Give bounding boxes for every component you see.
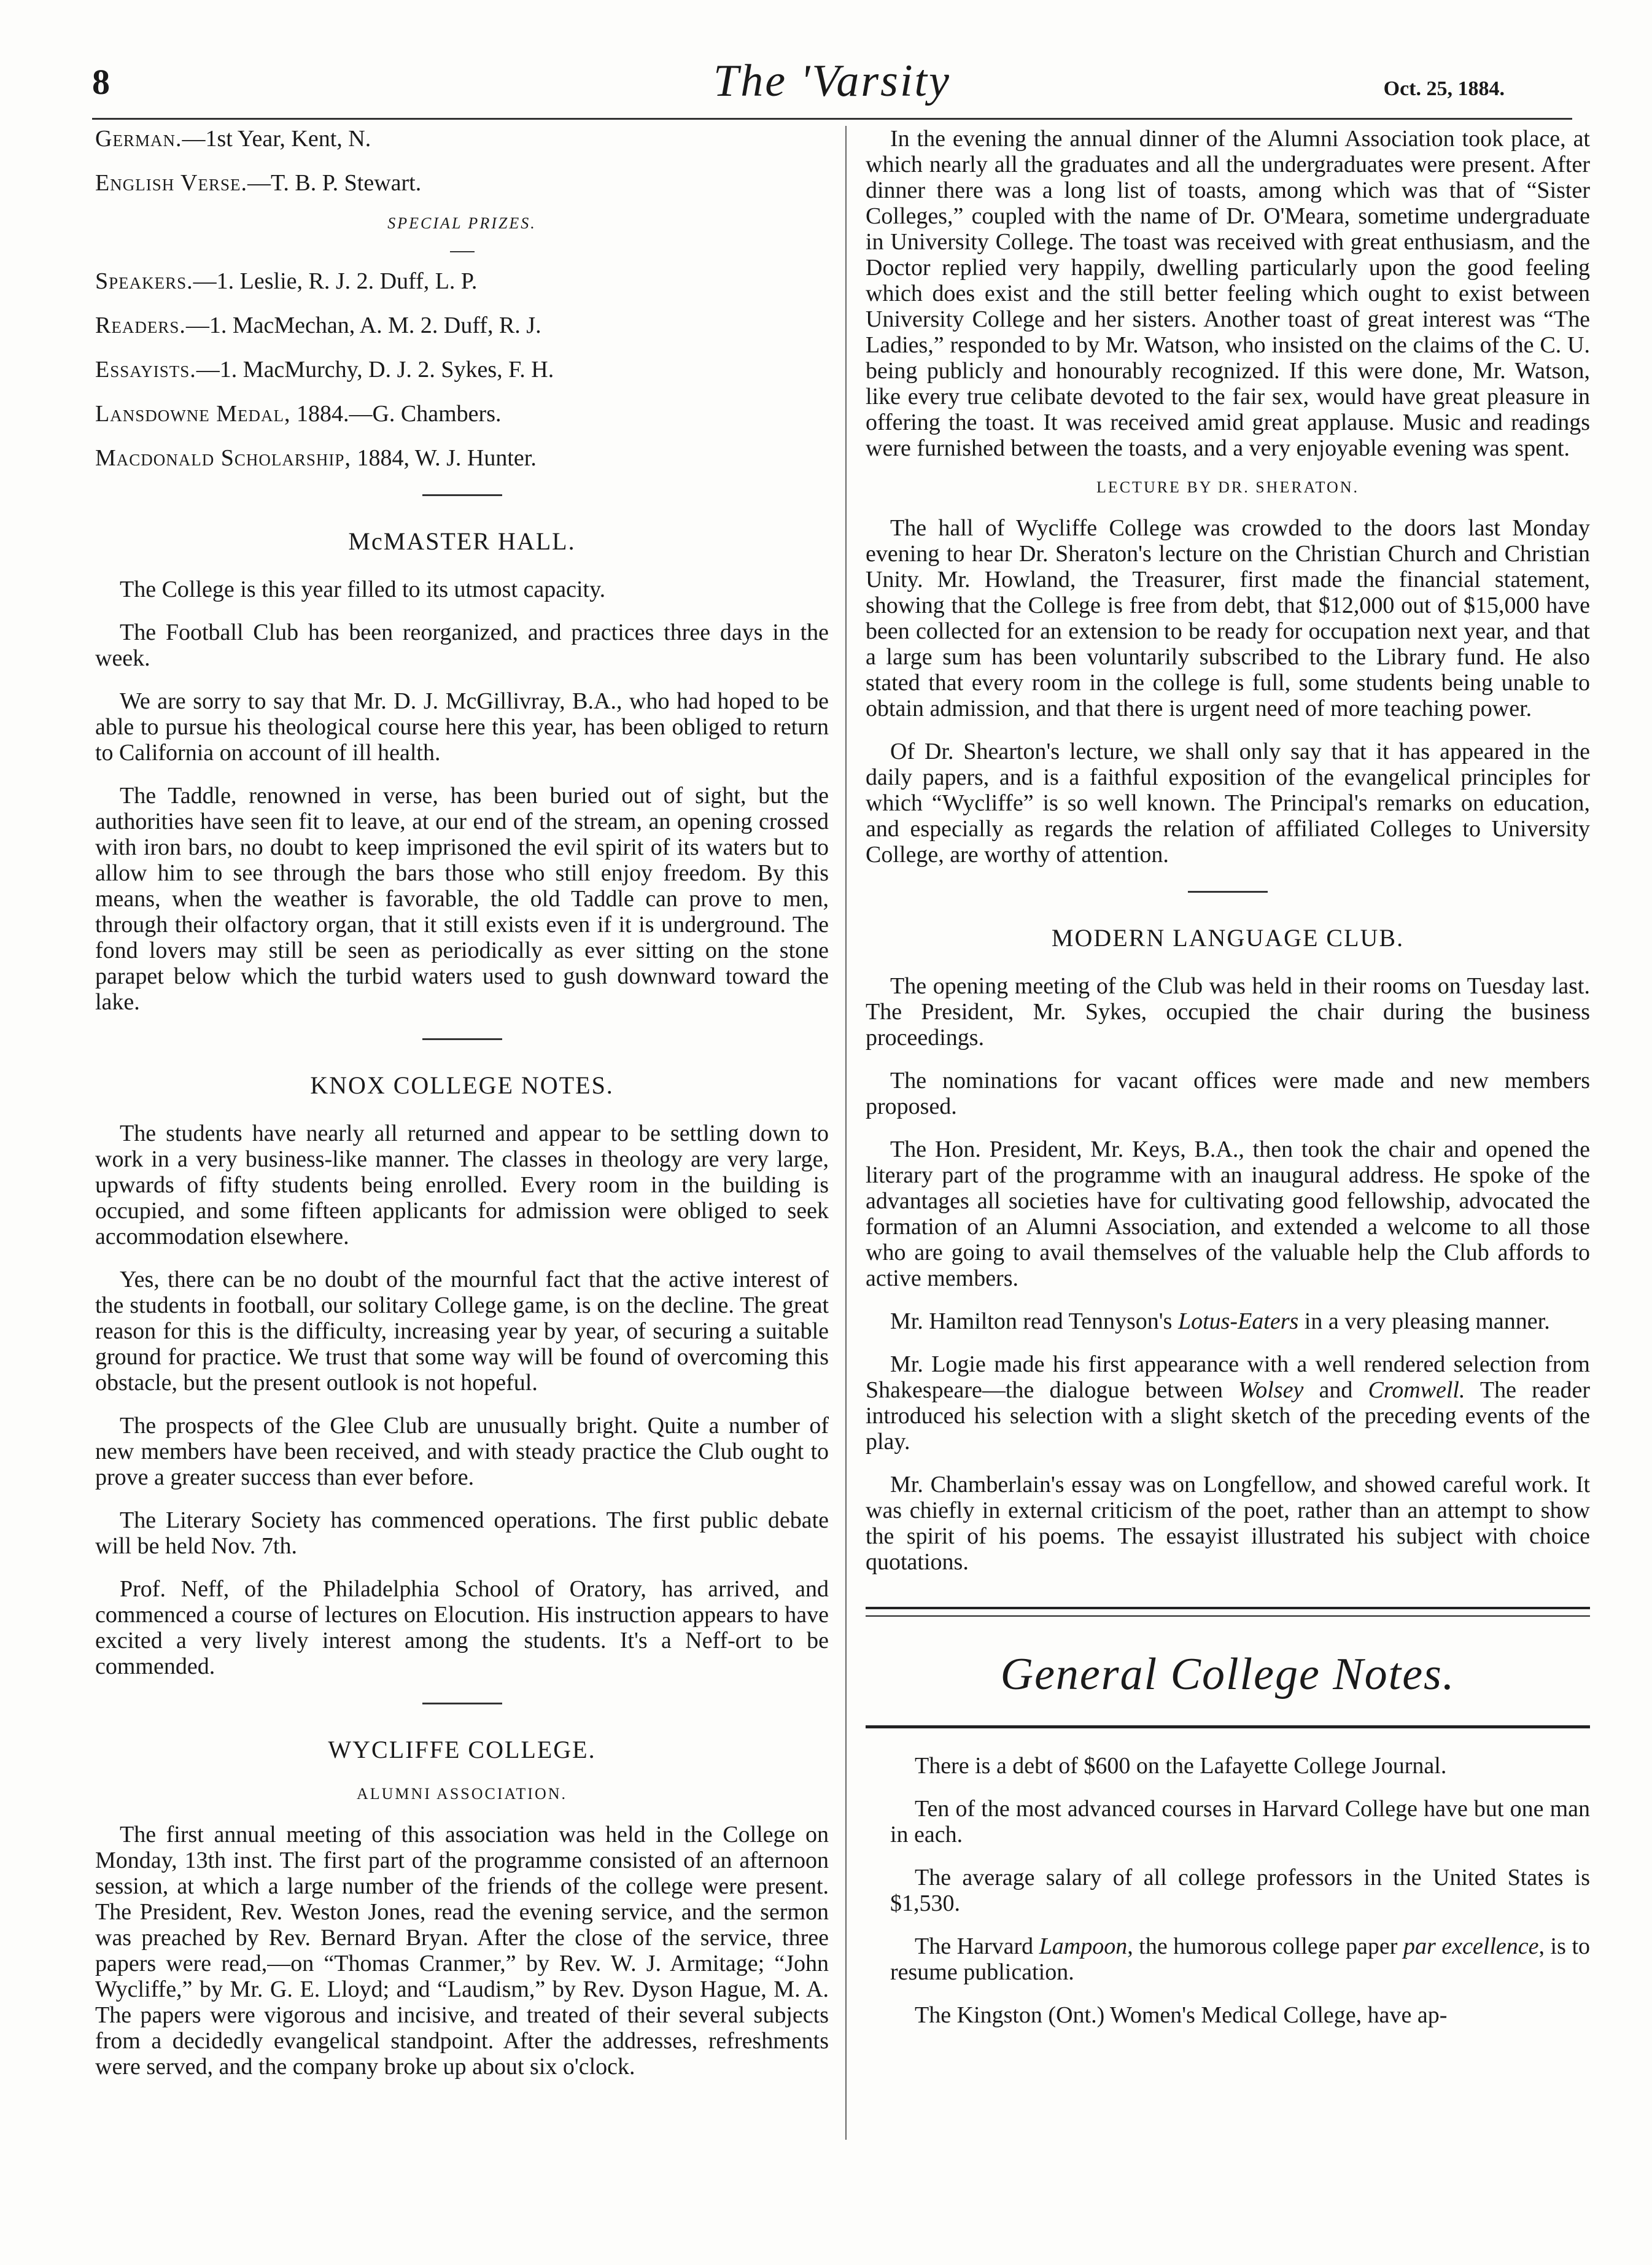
paragraph: Of Dr. Shearton's lecture, we shall only say that it has appeared in the daily papers, and is a faithful exposition of the evangelical principles for which “Wycliffe” is so well known. The Principal's remarks on education, and especially as regards the relation of affiliated Colleges to University College, are worthy of attention.: [866, 739, 1590, 868]
paragraph: The Football Club has been reorganized, and practices three days in the week.: [95, 620, 829, 671]
newspaper-title: The 'Varsity: [713, 56, 951, 106]
prize-readers: Readers.—1. MacMechan, A. M. 2. Duff, R. J.: [95, 313, 541, 338]
paragraph: The students have nearly all returned and appear to be settling down to work in a very business-like manner. The classes in theology are very large, upwards of fifty students being enrolled. Every room in the building is occupied, and some fifteen applicants for admission were obliged to seek accommodation elsewhere.: [95, 1121, 829, 1249]
paragraph: The College is this year filled to its utmost capacity.: [120, 577, 606, 602]
section-title-mcmaster: McMASTER HALL.: [348, 527, 576, 555]
paragraph: The Harvard Lampoon, the humorous college paper par excellence, is to resume publication.: [890, 1933, 1591, 1985]
prize-essayists: Essayists.—1. MacMurchy, D. J. 2. Sykes, F. H.: [95, 357, 554, 383]
masthead: [92, 55, 1572, 123]
section-title-wycliffe: WYCLIFFE COLLEGE.: [328, 1736, 596, 1763]
issue-date: Oct. 25, 1884.: [1383, 77, 1505, 100]
paragraph: Mr. Hamilton read Tennyson's Lotus-Eaters in a very pleasing manner.: [890, 1308, 1550, 1334]
prize-english-verse: English Verse.—T. B. P. Stewart.: [95, 170, 422, 196]
paragraph: The Literary Society has commenced operations. The first public debate will be held Nov. 7th.: [95, 1507, 829, 1559]
page-number: 8: [92, 62, 110, 102]
special-prize-list: [95, 268, 829, 471]
right-column: [866, 126, 1590, 2045]
special-prizes-heading: SPECIAL PRIZES.: [387, 214, 537, 232]
section-title-knox: KNOX COLLEGE NOTES.: [310, 1071, 614, 1099]
divider: [450, 251, 475, 252]
section-title-general-notes: General College Notes.: [1000, 1649, 1456, 1700]
paragraph: The average salary of all college professors in the United States is $1,530.: [890, 1865, 1590, 1916]
column-divider: [845, 126, 847, 2140]
paragraph: The Hon. President, Mr. Keys, B.A., then took the chair and opened the literary part of the programme with an inaugural address. He spoke of the advantages all societies have for cultivating good fellowship, advocated the formation of an Alumni Association, and extended a welcome to all those who are going to avail themselves of the valuable help the Club affords to active members.: [866, 1136, 1590, 1291]
paragraph: In the evening the annual dinner of the Alumni Association took place, at which nearly all the graduates and all the undergraduates were present. After dinner there was a long list of toasts, among which was that of “Sister Colleges,” coupled with the name of Dr. O'Meara, sometime undergraduate in University College. The toast was received with great enthusiasm, and the Doctor replied very happily, dwelling particularly upon the good feeling which does exist and the still better feeling which ought to exist between University College and her sisters. Another toast of great interest was “The Ladies,” responded to by Mr. Watson, who insisted on the claims of the C. U. being publicly and honourably recognized. If this were done, Mr. Watson, like every true celibate devoted to the fair sex, would have great pleasure in offering the toast. It was received amid great applause. Music and readings were furnished between the toasts, and a very enjoyable evening was spent.: [866, 126, 1590, 461]
prize-list: [95, 126, 829, 196]
paragraph: Yes, there can be no doubt of the mournful fact that the active interest of the students in football, our solitary College game, is on the decline. The great reason for this is the difficulty, increasing year by year, of securing a suitable ground for practice. We trust that some way will be found of overcoming this obstacle, but the present outlook is not hopeful.: [95, 1267, 829, 1396]
left-column: [95, 126, 829, 2097]
section-rule: [866, 1607, 1590, 1609]
section-subtitle-alumni: ALUMNI ASSOCIATION.: [356, 1785, 567, 1803]
paragraph: Prof. Neff, of the Philadelphia School of Oratory, has arrived, and commenced a course of lectures on Elocution. His instruction appears to have excited a very lively interest among the students. It's a Neff-ort to be commended.: [95, 1576, 829, 1679]
columns: [95, 126, 1591, 2265]
paragraph: Mr. Chamberlain's essay was on Longfellow, and showed careful work. It was chiefly in external criticism of the poet, rather than an attempt to show the spirit of his poems. The essayist illustrated his subject with choice quotations.: [866, 1472, 1590, 1575]
paragraph: We are sorry to say that Mr. D. J. McGillivray, B.A., who had hoped to be able to pursue his theological course here this year, has been obliged to return to California on account of ill health.: [95, 688, 829, 766]
divider: [422, 1703, 502, 1704]
paragraph: The Kingston (Ont.) Women's Medical College, have ap-: [915, 2002, 1448, 2028]
prize-macdonald: Macdonald Scholarship, 1884, W. J. Hunter.: [95, 445, 537, 471]
prize-lansdowne: Lansdowne Medal, 1884.—G. Chambers.: [95, 401, 502, 427]
paragraph: There is a debt of $600 on the Lafayette College Journal.: [915, 1753, 1447, 1779]
paragraph: The first annual meeting of this association was held in the College on Monday, 13th inst. The first part of the programme consisted of an afternoon session, at which a large number of the friends of the college were present. The President, Rev. Weston Jones, read the evening service, and the sermon was preached by Rev. Bernard Bryan. After the close of the service, three papers were read,—on “Thomas Cranmer,” by Rev. W. J. Armitage; “John Wycliffe,” by Mr. G. E. Lloyd; and “Laudism,” by Rev. Dyson Hague, M. A. The papers were vigorous and incisive, and treated of their several subjects from a decidedly evangelical standpoint. After the addresses, refreshments were served, and the company broke up about six o'clock.: [95, 1822, 829, 2080]
section-subtitle-lecture: LECTURE BY DR. SHERATON.: [1096, 478, 1360, 496]
general-notes: [866, 1753, 1590, 2028]
paragraph: The hall of Wycliffe College was crowded to the doors last Monday evening to hear Dr. Sheraton's lecture on the Christian Church and Christian Unity. Mr. Howland, the Treasurer, first made the financial statement, showing that the College is free from debt, that $12,000 out of $15,000 have been collected for an extension to be ready for occupation next year, and that a large sum has been voluntarily subscribed to the Library fund. He also stated that every room in the college is full, some students being unable to obtain admission, and that there is urgent need of more teaching power.: [866, 515, 1590, 721]
paragraph: Ten of the most advanced courses in Harvard College have but one man in each.: [890, 1796, 1590, 1847]
section-title-modern-language: MODERN LANGUAGE CLUB.: [1051, 924, 1405, 952]
divider: [1188, 891, 1268, 893]
paragraph: The prospects of the Glee Club are unusually bright. Quite a number of new members have been received, and with steady practice the Club ought to prove a greater success than ever before.: [95, 1413, 829, 1490]
section-rule: [866, 1615, 1590, 1617]
section-rule: [866, 1725, 1590, 1728]
paragraph: The Taddle, renowned in verse, has been buried out of sight, but the authorities have seen fit to leave, at our end of the stream, an opening crossed with iron bars, no doubt to keep imprisoned the evil spirit of its waters but to allow him to see through the bars those who still enjoy freedom. By this means, when the weather is favorable, the old Taddle can prove to men, through their olfactory organ, that it still exists even if it is underground. The fond lovers may still be seen as periodically as ever sitting on the stone parapet below which the turbid waters used to gush downward toward the lake.: [95, 783, 829, 1015]
header-rule: [92, 118, 1572, 120]
paragraph: The nominations for vacant offices were made and new members proposed.: [866, 1068, 1590, 1119]
prize-german: German.—1st Year, Kent, N.: [95, 126, 371, 152]
paragraph: Mr. Logie made his first appearance with a well rendered selection from Shakespeare—the dialogue between Wolsey and Cromwell. The reader introduced his selection with a slight sketch of the preceding events of the play.: [866, 1351, 1590, 1455]
divider: [422, 1038, 502, 1040]
divider: [422, 494, 502, 496]
prize-speakers: Speakers.—1. Leslie, R. J. 2. Duff, L. P.: [95, 268, 478, 294]
paragraph: The opening meeting of the Club was held in their rooms on Tuesday last. The President, Mr. Sykes, occupied the chair during the business proceedings.: [866, 973, 1590, 1051]
